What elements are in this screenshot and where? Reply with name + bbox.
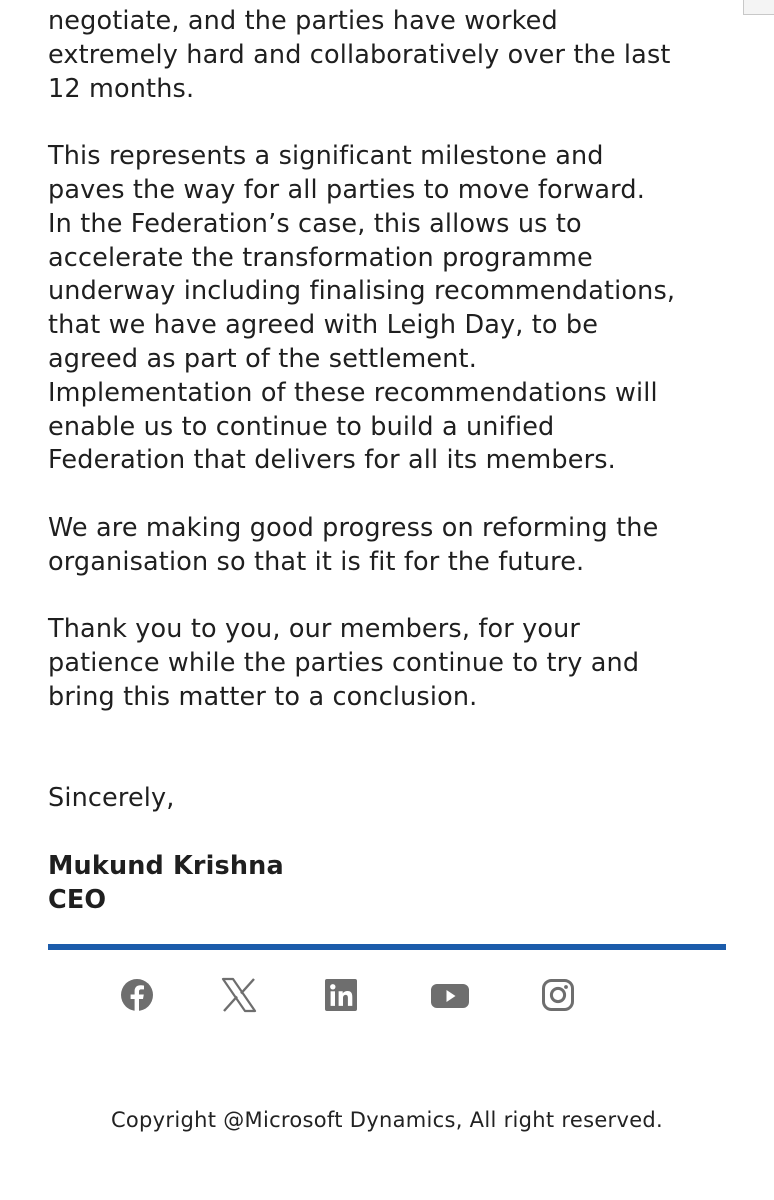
instagram-icon[interactable] <box>538 975 578 1015</box>
text-line: negotiate, and the parties have worked <box>48 6 558 36</box>
text-line: enable us to continue to build a unified <box>48 411 555 442</box>
text-line: accelerate the transformation programme <box>48 242 593 273</box>
text-line: This represents a significant milestone and <box>48 141 604 172</box>
signature-name: Mukund Krishna <box>48 850 284 881</box>
signature-role: CEO <box>48 884 107 915</box>
text-line: extremely hard and collaboratively over the last <box>48 39 671 70</box>
text-line: Thank you to you, our members, for your <box>48 614 581 645</box>
paragraph <box>48 613 738 714</box>
text-line: 12 months. <box>48 73 195 104</box>
x-icon[interactable] <box>219 975 259 1015</box>
social-links <box>0 975 774 1015</box>
facebook-icon[interactable] <box>117 975 157 1015</box>
text-line: organisation so that it is fit for the future. <box>48 546 585 577</box>
sign-off: Sincerely, <box>48 783 175 814</box>
text-line: Federation that delivers for all its members. <box>48 445 616 476</box>
paragraph <box>48 512 738 580</box>
paragraph <box>48 5 738 106</box>
text-line: agreed as part of the settlement. <box>48 343 477 374</box>
text-line: that we have agreed with Leigh Day, to be <box>48 310 599 341</box>
linkedin-icon[interactable] <box>321 975 361 1015</box>
text-line: underway including finalising recommendations, <box>48 276 676 307</box>
signature <box>48 850 738 918</box>
text-line: paves the way for all parties to move forward. <box>48 174 645 205</box>
scrollbar[interactable] <box>743 0 774 15</box>
youtube-icon[interactable] <box>430 975 470 1015</box>
text-line: bring this matter to a conclusion. <box>48 681 478 712</box>
text-line: patience while the parties continue to try and <box>48 648 640 679</box>
text-line: In the Federation’s case, this allows us to <box>48 208 582 239</box>
copyright-text: Copyright @Microsoft Dynamics, All right reserved. <box>110 1108 664 1132</box>
footer-divider <box>48 944 726 950</box>
text-line: Implementation of these recommendations will <box>48 377 658 408</box>
text-line: We are making good progress on reforming the <box>48 512 659 543</box>
letter-body <box>48 5 738 918</box>
paragraph <box>48 140 738 478</box>
